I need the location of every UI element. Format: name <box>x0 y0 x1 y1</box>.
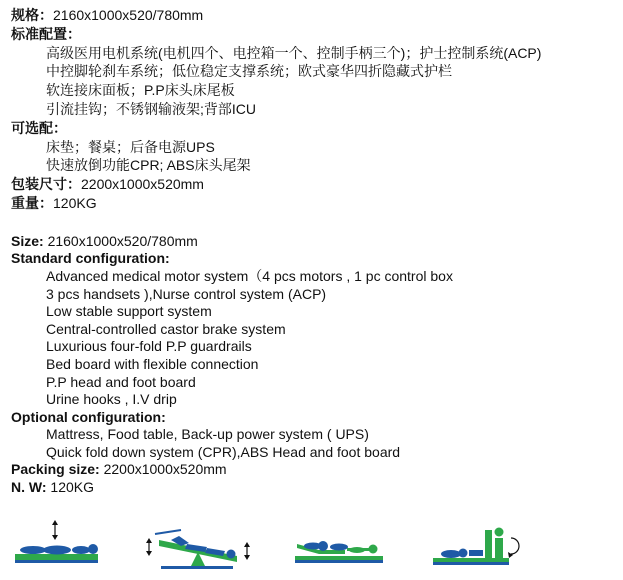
spec-row <box>11 6 616 25</box>
optional-item: 床垫；餐桌；后备电源UPS <box>46 138 215 155</box>
size-row <box>11 233 616 251</box>
standard-item-en: P.P head and foot board <box>46 373 196 390</box>
bed-back-rest-icon <box>289 516 389 576</box>
spec-document <box>11 6 616 497</box>
packing-row-en <box>11 461 616 479</box>
standard-item-en: Urine hooks , I.V drip <box>46 391 177 408</box>
english-section <box>11 233 616 497</box>
weight-row <box>11 194 616 213</box>
standard-item: 高级医用电机系统(电机四个、电控箱一个、控制手柄三个)；护士控制系统(ACP) <box>46 44 542 61</box>
optional-item: 快速放倒功能CPR; ABS床头尾架 <box>46 157 251 174</box>
bed-chair-position-icon <box>429 516 529 576</box>
packing-value: 2200x1000x520mm <box>81 176 204 193</box>
standard-item: 软连接床面板；P.P床头床尾板 <box>46 82 235 99</box>
weight-label: 重量： <box>11 194 53 211</box>
bed-height-adjust-icon <box>13 516 108 576</box>
standard-config-label: 标准配置： <box>11 25 81 42</box>
optional-config-label: 可选配： <box>11 119 67 136</box>
standard-item-en: Advanced medical motor system（4 pcs motors , 1 pc control box <box>46 267 453 284</box>
optional-item-en: Mattress, Food table, Back-up power system ( UPS) <box>46 426 369 443</box>
chinese-section <box>11 6 616 213</box>
standard-item-en: Central-controlled castor brake system <box>46 320 286 337</box>
spec-value: 2160x1000x520/780mm <box>53 7 204 23</box>
packing-label-en: Packing size: <box>11 461 100 478</box>
weight-row-en <box>11 479 616 497</box>
optional-config-label-en: Optional configuration: <box>11 408 166 425</box>
weight-value-en: 120KG <box>50 479 94 496</box>
size-value: 2160x1000x520/780mm <box>47 232 198 249</box>
standard-item-en: Luxurious four-fold P.P guardrails <box>46 338 252 355</box>
standard-item-en: Low stable support system <box>46 303 212 320</box>
packing-label: 包装尺寸： <box>11 176 81 193</box>
spec-label: 规格： <box>11 7 53 23</box>
optional-item-en: Quick fold down system (CPR),ABS Head and foot board <box>46 443 401 460</box>
packing-value-en: 2200x1000x520mm <box>103 461 227 478</box>
standard-item: 引流挂钩；不锈钢输液架;背部ICU <box>46 100 256 117</box>
weight-value: 120KG <box>53 194 97 211</box>
standard-item-en: Bed board with flexible connection <box>46 355 259 372</box>
standard-item-en: 3 pcs handsets ),Nurse control system (ACP) <box>46 285 327 302</box>
weight-label-en: N. W: <box>11 479 47 496</box>
standard-item: 中控脚轮刹车系统；低位稳定支撑系统；欧式豪华四折隐藏式护栏 <box>46 63 452 80</box>
bed-position-icons <box>11 516 616 576</box>
size-label: Size: <box>11 232 44 249</box>
standard-config-label-en: Standard configuration: <box>11 250 170 267</box>
bed-tilt-trendelenburg-icon <box>141 516 261 576</box>
packing-row <box>11 175 616 194</box>
